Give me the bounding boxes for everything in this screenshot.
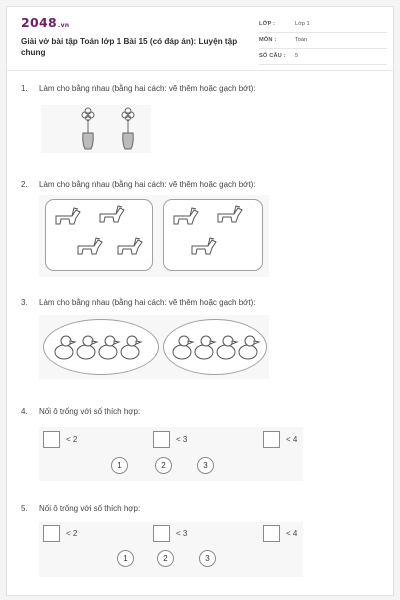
meta-value: 5 bbox=[295, 53, 299, 59]
site-logo[interactable] bbox=[21, 15, 69, 30]
number-circle[interactable]: 1 bbox=[117, 550, 134, 567]
question-text: Làm cho bằng nhau (bằng hai cách: vẽ thêm hoặc gạch bớt): bbox=[39, 180, 256, 189]
meta-label: MÔN : bbox=[259, 37, 277, 43]
compare-label: < 3 bbox=[176, 435, 188, 444]
question-number: 2. bbox=[21, 180, 28, 189]
question-text: Làm cho bằng nhau (bằng hai cách: vẽ thêm hoặc gạch bớt): bbox=[39, 84, 256, 93]
document-header bbox=[7, 7, 394, 71]
answer-box[interactable] bbox=[43, 525, 60, 542]
answer-box[interactable] bbox=[263, 525, 280, 542]
compare-label: < 3 bbox=[176, 529, 188, 538]
ducks-icon bbox=[44, 320, 158, 374]
question-text: Nối ô trống với số thích hợp: bbox=[39, 504, 141, 513]
vases-with-flowers-icon bbox=[41, 105, 151, 153]
question-number: 4. bbox=[21, 407, 28, 416]
vase-illustration bbox=[41, 105, 151, 153]
horse-group-left bbox=[45, 199, 153, 271]
question-number: 5. bbox=[21, 504, 28, 513]
number-circle[interactable]: 3 bbox=[199, 550, 216, 567]
meta-table bbox=[259, 17, 387, 65]
duck-group-left bbox=[43, 319, 159, 375]
meta-value: Toán bbox=[295, 37, 308, 43]
number-circle[interactable]: 2 bbox=[155, 457, 172, 474]
compare-item bbox=[263, 525, 297, 542]
question-text: Làm cho bằng nhau (bằng hai cách: vẽ thêm hoặc gạch bớt): bbox=[39, 298, 256, 307]
meta-label: LỚP : bbox=[259, 21, 276, 27]
meta-value: Lớp 1 bbox=[295, 21, 310, 27]
ducks-icon bbox=[164, 320, 266, 374]
meta-label: SỐ CÂU : bbox=[259, 53, 286, 59]
meta-row-subject bbox=[259, 33, 387, 49]
meta-row-question-count bbox=[259, 49, 387, 65]
number-circle[interactable]: 1 bbox=[111, 457, 128, 474]
compare-label: < 4 bbox=[286, 435, 298, 444]
logo-suffix: .vn bbox=[58, 22, 70, 29]
question-text: Nối ô trống với số thích hợp: bbox=[39, 407, 141, 416]
horses-icon bbox=[46, 200, 152, 270]
compare-item bbox=[153, 431, 187, 448]
number-circle[interactable]: 3 bbox=[197, 457, 214, 474]
number-circle[interactable]: 2 bbox=[157, 550, 174, 567]
answer-box[interactable] bbox=[263, 431, 280, 448]
compare-label: < 2 bbox=[66, 529, 78, 538]
logo-text: 2048 bbox=[21, 15, 57, 30]
answer-box[interactable] bbox=[153, 525, 170, 542]
answer-box[interactable] bbox=[43, 431, 60, 448]
document-title: Giải vở bài tập Toán lớp 1 Bài 15 (có đáp án): Luyện tập chung bbox=[21, 37, 238, 57]
compare-label: < 2 bbox=[66, 435, 78, 444]
compare-item bbox=[43, 431, 77, 448]
question-number: 3. bbox=[21, 298, 28, 307]
duck-group-right bbox=[163, 319, 267, 375]
compare-item bbox=[43, 525, 77, 542]
horses-icon bbox=[164, 200, 262, 270]
compare-label: < 4 bbox=[286, 529, 298, 538]
document-page bbox=[6, 6, 394, 596]
meta-row-class bbox=[259, 17, 387, 33]
question-number: 1. bbox=[21, 84, 28, 93]
compare-item bbox=[153, 525, 187, 542]
answer-box[interactable] bbox=[153, 431, 170, 448]
compare-item bbox=[263, 431, 297, 448]
horse-group-right bbox=[163, 199, 263, 271]
